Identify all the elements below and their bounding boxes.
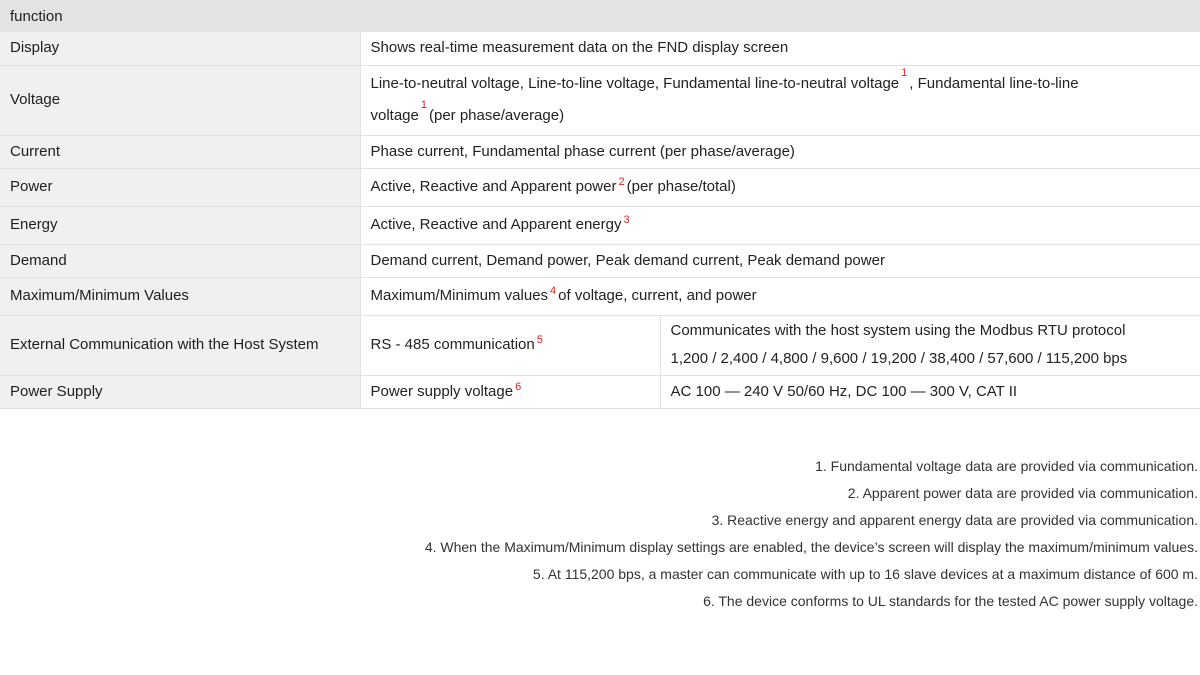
row-value-display: Shows real-time measurement data on the FND display screen [360, 32, 1200, 65]
voltage-text-1: Line-to-neutral voltage, Line-to-line voltage, Fundamental line-to-neutral voltage [370, 75, 900, 92]
footnote-3: 3. Reactive energy and apparent energy data are provided via communication. [711, 511, 1198, 528]
row-label-power: Power [0, 168, 360, 206]
footnote-marker-3: 3 [623, 214, 630, 226]
footnote-marker-2: 2 [618, 176, 625, 188]
row-label-energy: Energy [0, 206, 360, 244]
spec-table [0, 32, 1200, 409]
row-label-power-supply: Power Supply [0, 375, 360, 408]
maxmin-text: Maximum/Minimum values [370, 287, 549, 304]
footnote-5: 5. At 115,200 bps, a master can communicate with up to 16 slave devices at a maximum distance of 600 m. [532, 565, 1198, 582]
table-header [0, 0, 1200, 32]
power-text-after: (per phase/total) [626, 178, 736, 195]
row-value-demand: Demand current, Demand power, Peak demand current, Peak demand power [360, 244, 1200, 277]
row-sub-power-supply [360, 375, 660, 408]
comm-detail-2: 1,200 / 2,400 / 4,800 / 9,600 / 19,200 / 38,400 / 57,600 / 115,200 bps [670, 350, 1128, 367]
row-value-energy [360, 206, 1200, 244]
row-detail-power-supply: AC 100 — 240 V 50/60 Hz, DC 100 — 300 V, CAT II [660, 375, 1200, 408]
voltage-text-3: voltage [370, 107, 419, 124]
table-row-power [0, 168, 1200, 206]
row-value-maxmin [360, 277, 1200, 315]
comm-detail-1: Communicates with the host system using the Modbus RTU protocol [670, 322, 1126, 339]
table-row-display [0, 32, 1200, 65]
row-label-current: Current [0, 135, 360, 168]
voltage-text-4: (per phase/average) [429, 107, 565, 124]
footnote-2: 2. Apparent power data are provided via communication. [847, 484, 1198, 501]
energy-text: Active, Reactive and Apparent energy [370, 216, 622, 233]
footnote-marker-5: 5 [536, 334, 543, 346]
row-label-maxmin: Maximum/Minimum Values [0, 277, 360, 315]
table-row-communication [0, 315, 1200, 375]
footnote-marker-4: 4 [550, 285, 557, 297]
table-row-energy [0, 206, 1200, 244]
row-value-current: Phase current, Fundamental phase current (per phase/average) [360, 135, 1200, 168]
footnotes [0, 453, 1200, 615]
table-row-voltage [0, 65, 1200, 135]
footnote-1: 1. Fundamental voltage data are provided via communication. [815, 457, 1198, 474]
table-row-current [0, 135, 1200, 168]
row-detail-communication [660, 315, 1200, 375]
row-value-voltage [360, 65, 1200, 135]
table-row-demand [0, 244, 1200, 277]
supply-sub-text: Power supply voltage [370, 382, 514, 400]
row-value-power [360, 168, 1200, 206]
footnote-marker-1b: 1 [420, 99, 427, 111]
table-row-power-supply [0, 375, 1200, 408]
row-sub-communication [360, 315, 660, 375]
footnote-6: 6. The device conforms to UL standards for the tested AC power supply voltage. [703, 592, 1198, 609]
footnote-marker-6: 6 [515, 380, 522, 393]
comm-sub-text: RS - 485 communication [370, 336, 535, 353]
power-text: Active, Reactive and Apparent power [370, 178, 617, 195]
row-label-demand: Demand [0, 244, 360, 277]
voltage-text-2: , Fundamental line-to-line [909, 75, 1079, 92]
row-label-display: Display [0, 32, 360, 65]
table-header-title: function [10, 7, 63, 25]
table-row-maxmin [0, 277, 1200, 315]
maxmin-text-after: of voltage, current, and power [558, 287, 757, 304]
footnote-marker-1: 1 [901, 67, 908, 79]
row-label-voltage: Voltage [0, 65, 360, 135]
row-label-communication: External Communication with the Host System [0, 315, 360, 375]
footnote-4: 4. When the Maximum/Minimum display settings are enabled, the device’s screen will display the maximum/minimum values. [424, 538, 1198, 555]
